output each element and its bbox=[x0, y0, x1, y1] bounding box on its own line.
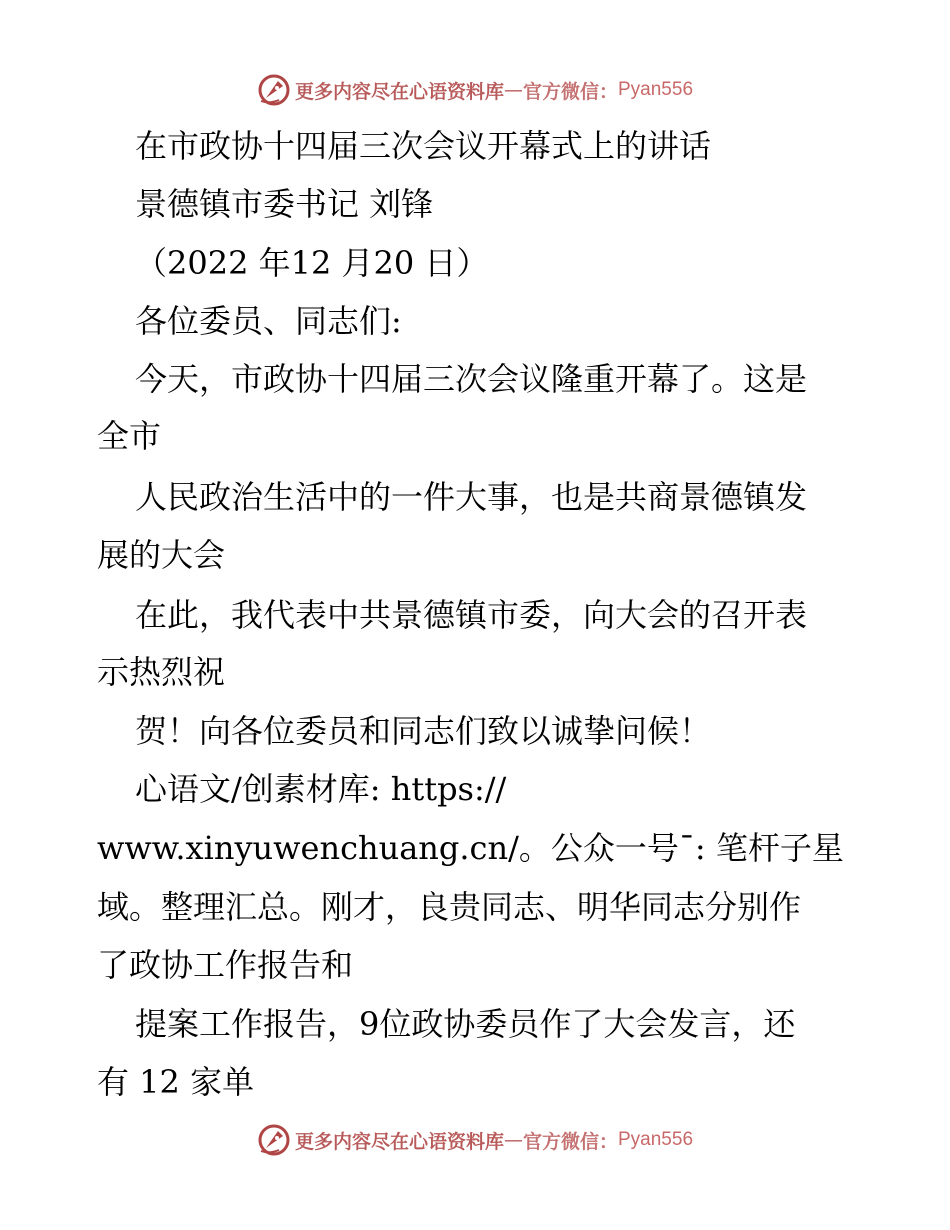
banner-wechat-label: 官方微信： bbox=[522, 80, 618, 103]
paragraph-6-line-1: 提案工作报告，9位政协委员作了大会发言，还 bbox=[135, 1005, 796, 1043]
paragraph-1-line-2: 全市 bbox=[97, 417, 162, 455]
pen-nib-logo-icon bbox=[257, 73, 291, 107]
pen-nib-logo-icon bbox=[257, 1123, 291, 1157]
paragraph-5-line-2: www.xinyuwenchuang.cn/。公众一号¯: 笔杆子星 bbox=[97, 829, 844, 867]
banner-wechat-label: 官方微信： bbox=[522, 1130, 618, 1153]
paragraph-6-line-2: 有 12 家单 bbox=[97, 1063, 255, 1101]
paragraph-1-line-1: 今天，市政协十四届三次会议隆重开幕了。这是 bbox=[135, 360, 808, 398]
banner-dash: — bbox=[503, 79, 523, 101]
date-line: （2022 年12 月20 日） bbox=[135, 244, 489, 282]
paragraph-5-line-1: 心语文/创素材库: https:// bbox=[135, 770, 507, 808]
speech-title: 在市政协十四届三次会议开幕式上的讲话 bbox=[135, 127, 712, 165]
paragraph-4: 贺！向各位委员和同志们致以诚挚问候！ bbox=[135, 712, 712, 750]
paragraph-2-line-2: 展的大会 bbox=[97, 536, 226, 574]
header-banner bbox=[0, 70, 950, 110]
paragraph-5-line-3: 域。整理汇总。刚才，良贵同志、明华同志分别作 bbox=[97, 888, 802, 926]
paragraph-3-line-1: 在此，我代表中共景德镇市委，向大会的召开表 bbox=[135, 596, 808, 634]
banner-wechat-id: Pyan556 bbox=[618, 1129, 694, 1150]
banner-main-text: 更多内容尽在心语资料库 bbox=[294, 1130, 504, 1153]
footer-banner bbox=[0, 1120, 950, 1160]
paragraph-2-line-1: 人民政治生活中的一件大事，也是共商景德镇发 bbox=[135, 478, 808, 516]
banner-wechat-id: Pyan556 bbox=[618, 79, 694, 100]
paragraph-5-line-4: 了政协工作报告和 bbox=[97, 946, 354, 984]
salutation: 各位委员、同志们: bbox=[135, 302, 402, 340]
banner-main-text: 更多内容尽在心语资料库 bbox=[294, 80, 504, 103]
speaker-line: 景德镇市委书记 刘锋 bbox=[135, 185, 434, 223]
paragraph-3-line-2: 示热烈祝 bbox=[97, 653, 226, 691]
banner-dash: — bbox=[503, 1129, 523, 1151]
